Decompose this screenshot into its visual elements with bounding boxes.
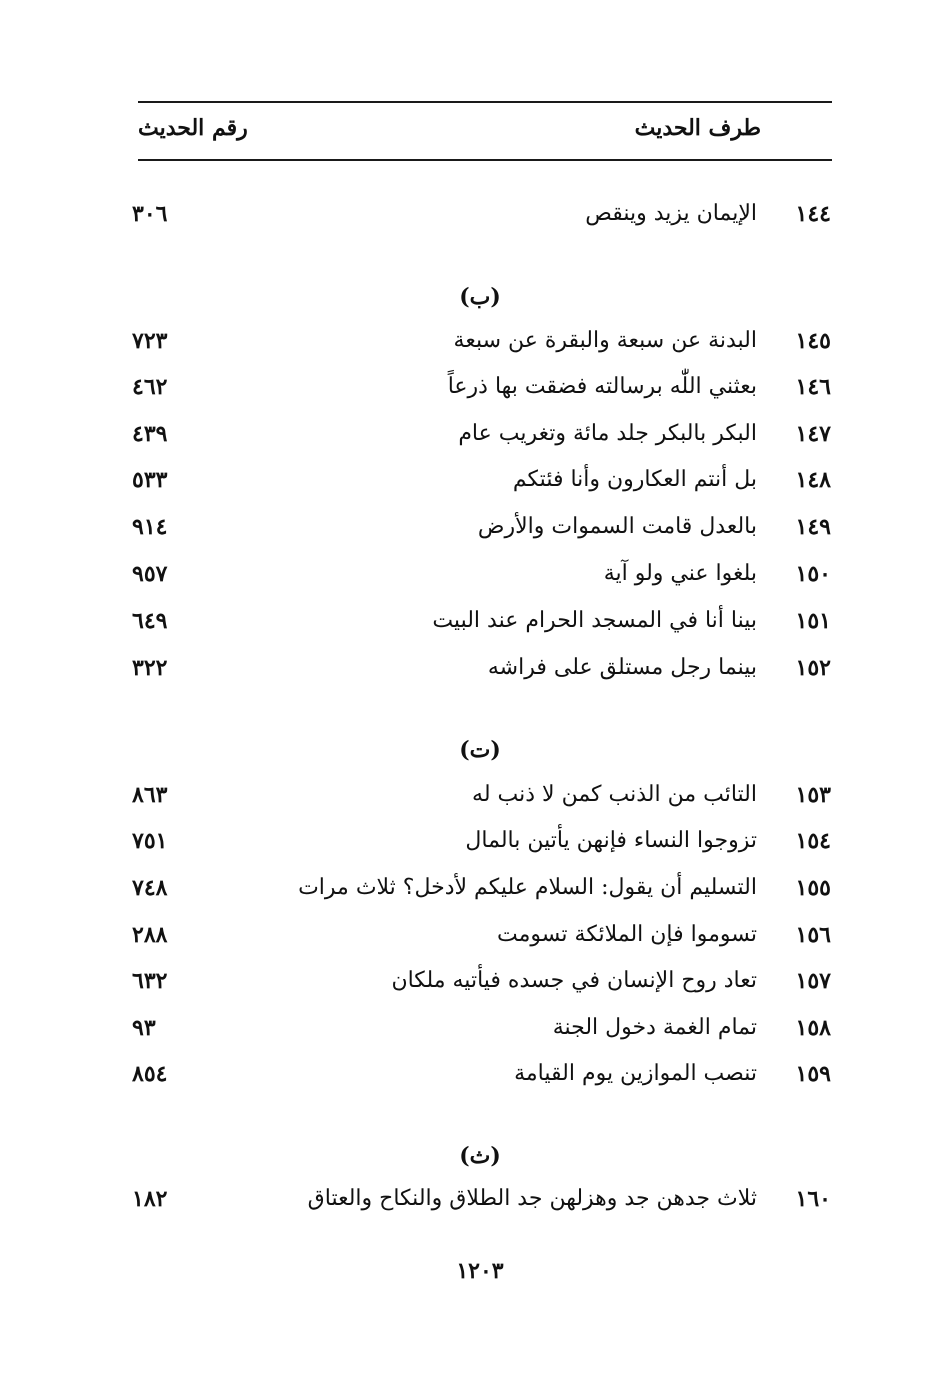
entry-index: ١٤٥ (795, 328, 831, 354)
entry-text: التائب من الذنب كمن لا ذنب له (472, 782, 757, 807)
entry-index: ١٥٧ (795, 968, 831, 994)
entry-hadith-number: ٧٢٣ (132, 328, 168, 354)
entry-hadith-number: ٩٥٧ (132, 561, 168, 587)
entry-text: تنصب الموازين يوم القيامة (514, 1061, 757, 1086)
index-entry (0, 374, 949, 414)
entry-text: تزوجوا النساء فإنهن يأتين بالمال (465, 828, 757, 853)
entry-index: ١٥٦ (795, 922, 831, 948)
index-entry (0, 968, 949, 1008)
header-bottom-rule (138, 159, 832, 161)
entry-hadith-number: ٦٤٩ (132, 608, 168, 634)
entry-hadith-number: ٩٣ (132, 1015, 156, 1041)
index-entry (0, 514, 949, 554)
section-letter-tha: (ث) (459, 1143, 501, 1169)
entry-index: ١٥١ (795, 608, 831, 634)
entry-hadith-number: ٨٥٤ (132, 1061, 168, 1087)
entry-hadith-number: ٧٤٨ (132, 875, 168, 901)
entry-text: بالعدل قامت السموات والأرض (477, 514, 757, 539)
index-entry (0, 1186, 949, 1226)
entry-hadith-number: ٤٦٢ (132, 374, 168, 400)
entry-index: ١٥٠ (795, 561, 831, 587)
index-entry (0, 328, 949, 368)
index-entry (0, 467, 949, 507)
entry-index: ١٦٠ (795, 1186, 831, 1212)
entry-index: ١٥٥ (795, 875, 831, 901)
entry-index: ١٥٣ (795, 782, 831, 808)
entry-index: ١٤٧ (795, 421, 831, 447)
entry-hadith-number: ٥٣٣ (132, 467, 168, 493)
entry-hadith-number: ٨٦٣ (132, 782, 168, 808)
entry-text: بلغوا عني ولو آية (603, 561, 757, 586)
index-entry (0, 561, 949, 601)
index-entry (0, 655, 949, 695)
index-entry (0, 875, 949, 915)
entry-hadith-number: ١٨٢ (132, 1186, 168, 1212)
entry-hadith-number: ٢٨٨ (132, 922, 168, 948)
entry-text: ثلاث جدهن جد وهزلهن جد الطلاق والنكاح والعتاق (307, 1186, 757, 1211)
entry-text: البكر بالبكر جلد مائة وتغريب عام (458, 421, 757, 446)
index-entry (0, 782, 949, 822)
entry-hadith-number: ٣٢٢ (132, 655, 168, 681)
index-entry (0, 828, 949, 868)
index-entry (0, 608, 949, 648)
index-entry (0, 922, 949, 962)
index-entry (0, 201, 949, 241)
entry-text: بينما رجل مستلق على فراشه (487, 655, 757, 680)
index-entry (0, 1015, 949, 1055)
entry-text: التسليم أن يقول: السلام عليكم لأدخل؟ ثلاث مرات (298, 875, 757, 900)
page-number: ١٢٠٣ (456, 1258, 504, 1284)
entry-text: الإيمان يزيد وينقص (585, 201, 757, 226)
entry-hadith-number: ٦٣٢ (132, 968, 168, 994)
entry-index: ١٤٨ (795, 467, 831, 493)
entry-index: ١٥٤ (795, 828, 831, 854)
entry-text: بعثني اللّٰه برسالته فضقت بها ذرعاً (447, 374, 757, 399)
section-letter-ba: (ب) (459, 284, 501, 310)
entry-text: البدنة عن سبعة والبقرة عن سبعة (453, 328, 757, 353)
index-entry (0, 1061, 949, 1101)
column-header-hadith-start: طرف الحديث (634, 115, 761, 141)
entry-hadith-number: ٧٥١ (132, 828, 168, 854)
header-top-rule (138, 101, 832, 103)
entry-index: ١٤٤ (795, 201, 831, 227)
entry-text: بل أنتم العكارون وأنا فئتكم (512, 467, 757, 492)
index-entry (0, 421, 949, 461)
entry-index: ١٥٢ (795, 655, 831, 681)
entry-hadith-number: ٩١٤ (132, 514, 168, 540)
section-letter-ta: (ت) (459, 737, 501, 763)
entry-text: بينا أنا في المسجد الحرام عند البيت (432, 608, 757, 633)
entry-hadith-number: ٤٣٩ (132, 421, 168, 447)
entry-hadith-number: ٣٠٦ (132, 201, 168, 227)
column-header-hadith-number: رقم الحديث (138, 115, 248, 141)
entry-index: ١٤٦ (795, 374, 831, 400)
entry-index: ١٤٩ (795, 514, 831, 540)
entry-text: تعاد روح الإنسان في جسده فيأتيه ملكان (391, 968, 757, 993)
entry-text: تسوموا فإن الملائكة تسومت (497, 922, 757, 947)
entry-text: تمام الغمة دخول الجنة (552, 1015, 757, 1040)
entry-index: ١٥٩ (795, 1061, 831, 1087)
entry-index: ١٥٨ (795, 1015, 831, 1041)
